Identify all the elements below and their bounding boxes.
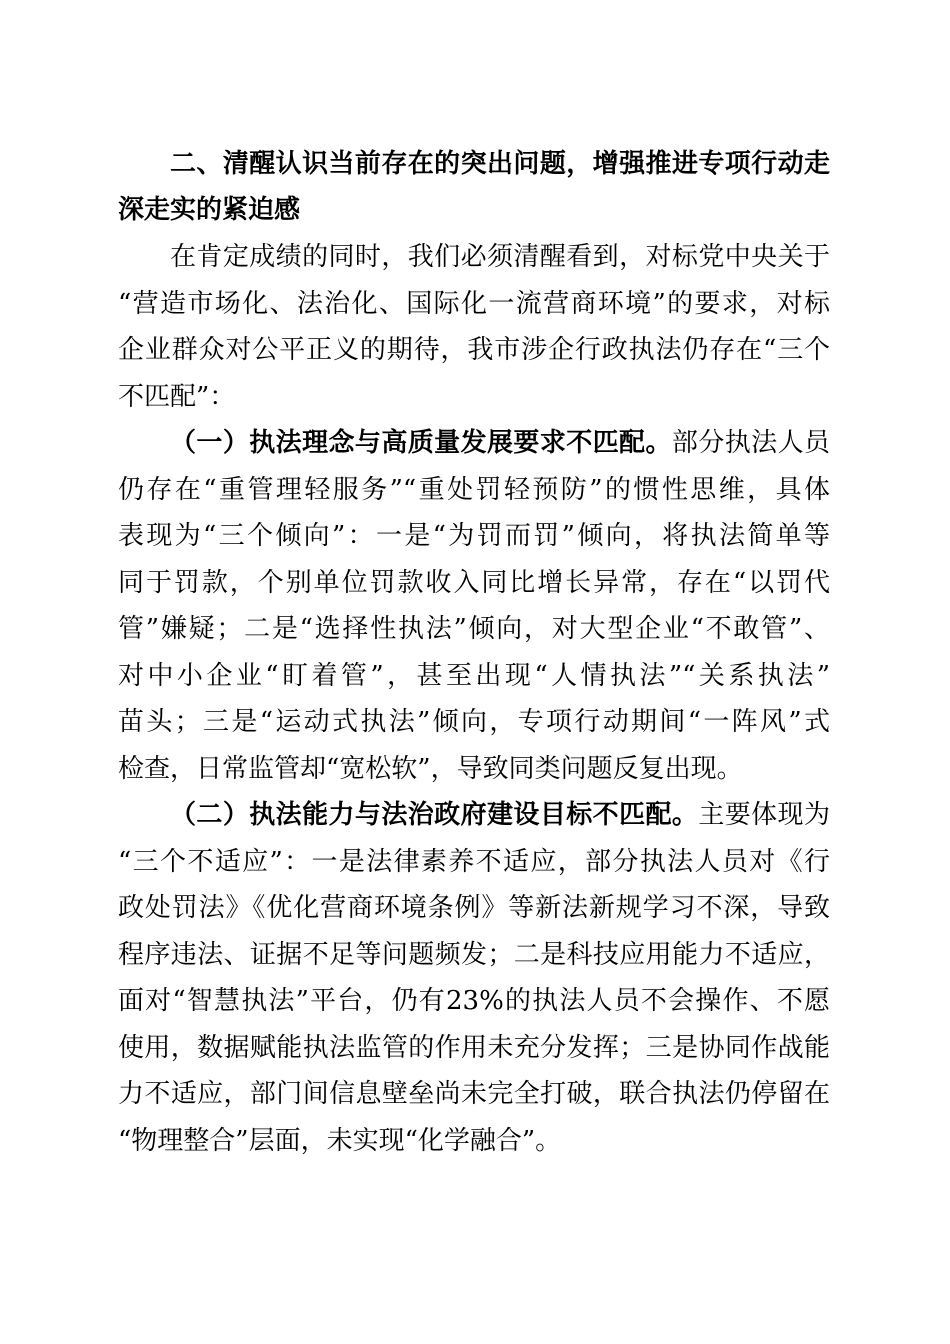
point1-line-8: 检查，日常监管却“宽松软”，导致同类问题反复出现。 [118, 754, 743, 784]
point1-first-line [118, 426, 830, 460]
intro-line-4: 不匹配”： [118, 382, 236, 412]
point1-line-4: 同于罚款，个别单位罚款收入同比增长异常，存在“以罚代 [118, 568, 830, 598]
point1-line-3: 表现为“三个倾向”：一是“为罚而罚”倾向，将执法简单等 [118, 521, 830, 551]
point1-first-line-rest: 部分执法人员 [671, 428, 830, 458]
section-heading-line-1: 二、清醒认识当前存在的突出问题，增强推进专项行动走 [170, 149, 830, 179]
point2-line-4: 程序违法、证据不足等问题频发；二是科技应用能力不适应， [118, 940, 830, 970]
point2-line-8: “物理整合”层面，未实现“化学融合”。 [118, 1126, 562, 1156]
point2-first-line-rest: 主要体现为 [698, 800, 830, 830]
point2-first-line [118, 798, 830, 832]
point2-line-2: “三个不适应”：一是法律素养不适应，部分执法人员对《行 [118, 847, 830, 877]
point2-line-7: 力不适应，部门间信息壁垒尚未完全打破，联合执法仍停留在 [118, 1079, 830, 1109]
point1-line-6: 对中小企业“盯着管”，甚至出现“人情执法”“关系执法” [118, 661, 830, 691]
point2-line-5: 面对“智慧执法”平台，仍有23%的执法人员不会操作、不愿 [118, 986, 830, 1016]
intro-line-3: 企业群众对公平正义的期待，我市涉企行政执法仍存在“三个 [118, 335, 830, 365]
point1-line-7: 苗头；三是“运动式执法”倾向，专项行动期间“一阵风”式 [118, 707, 830, 737]
section-heading-line-2: 深走实的紧迫感 [118, 195, 301, 225]
point2-line-6: 使用，数据赋能执法监管的作用未充分发挥；三是协同作战能 [118, 1033, 830, 1063]
intro-line-1: 在肯定成绩的同时，我们必须清醒看到，对标党中央关于 [170, 242, 830, 272]
point2-line-3: 政处罚法》《优化营商环境条例》等新法新规学习不深，导致 [118, 893, 830, 923]
point1-title: （一）执法理念与高质量发展要求不匹配。 [170, 428, 672, 458]
point2-title: （二）执法能力与法治政府建设目标不匹配。 [170, 800, 699, 830]
point1-line-5: 管”嫌疑；二是“选择性执法”倾向，对大型企业“不敢管”、 [118, 614, 830, 644]
intro-line-2: “营造市场化、法治化、国际化一流营商环境”的要求，对标 [118, 289, 830, 319]
point1-line-2: 仍存在“重管理轻服务”“重处罚轻预防”的惯性思维，具体 [118, 475, 830, 505]
